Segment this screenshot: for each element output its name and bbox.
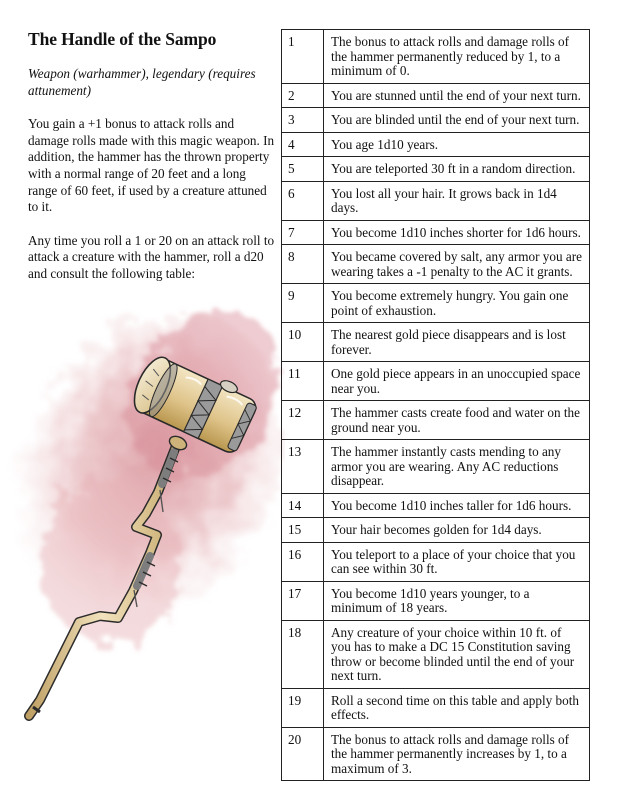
- roll-number: 3: [282, 108, 324, 133]
- roll-effect: You are stunned until the end of your next turn.: [324, 83, 590, 108]
- roll-number: 19: [282, 688, 324, 727]
- table-row: [282, 620, 590, 688]
- roll-effect: The bonus to attack rolls and damage rolls of the hammer permanently increases by 1, to a maximum of 3.: [324, 727, 590, 781]
- table-row: [282, 362, 590, 401]
- roll-number: 6: [282, 181, 324, 220]
- d20-effects-table: [281, 29, 590, 781]
- table-row: [282, 401, 590, 440]
- roll-number: 4: [282, 132, 324, 157]
- roll-number: 18: [282, 620, 324, 688]
- roll-effect: Roll a second time on this table and apply both effects.: [324, 688, 590, 727]
- table-row: [282, 132, 590, 157]
- table-row: [282, 284, 590, 323]
- item-description: You gain a +1 bonus to attack rolls and damage rolls made with this magic weapon. In addition, the hammer has the thrown property with a normal range of 20 feet and a long range of 60 feet, if used by a creature attuned to it.: [28, 116, 275, 215]
- roll-effect: You become 1d10 years younger, to a minimum of 18 years.: [324, 581, 590, 620]
- roll-effect: You are blinded until the end of your next turn.: [324, 108, 590, 133]
- roll-number: 20: [282, 727, 324, 781]
- table-row: [282, 30, 590, 84]
- roll-effect: You are teleported 30 ft in a random direction.: [324, 157, 590, 182]
- roll-effect: You lost all your hair. It grows back in 1d4 days.: [324, 181, 590, 220]
- table-row: [282, 323, 590, 362]
- roll-effect: You became covered by salt, any armor you are wearing takes a -1 penalty to the AC it grants.: [324, 245, 590, 284]
- table-row: [282, 157, 590, 182]
- roll-effect: One gold piece appears in an unoccupied space near you.: [324, 362, 590, 401]
- roll-effect: Your hair becomes golden for 1d4 days.: [324, 518, 590, 543]
- effects-table-body: [282, 30, 590, 781]
- roll-effect: The hammer instantly casts mending to any armor you are wearing. Any AC reductions disappear.: [324, 440, 590, 494]
- table-row: [282, 440, 590, 494]
- splash-background: [0, 270, 285, 674]
- table-row: [282, 181, 590, 220]
- roll-number: 14: [282, 493, 324, 518]
- roll-number: 10: [282, 323, 324, 362]
- item-subtitle: Weapon (warhammer), legendary (requires attunement): [28, 66, 256, 98]
- item-title: The Handle of the Sampo: [28, 29, 217, 49]
- table-row: [282, 493, 590, 518]
- table-row: [282, 108, 590, 133]
- roll-number: 11: [282, 362, 324, 401]
- table-row: [282, 542, 590, 581]
- roll-number: 12: [282, 401, 324, 440]
- roll-effect: The hammer casts create food and water on the ground near you.: [324, 401, 590, 440]
- table-row: [282, 245, 590, 284]
- roll-effect: The nearest gold piece disappears and is lost forever.: [324, 323, 590, 362]
- roll-effect: You teleport to a place of your choice that you can see within 30 ft.: [324, 542, 590, 581]
- table-row: [282, 220, 590, 245]
- table-row: [282, 83, 590, 108]
- roll-number: 7: [282, 220, 324, 245]
- roll-number: 16: [282, 542, 324, 581]
- item-description-column: [28, 28, 278, 283]
- roll-number: 5: [282, 157, 324, 182]
- roll-effect: You become 1d10 inches shorter for 1d6 hours.: [324, 220, 590, 245]
- table-row: [282, 518, 590, 543]
- roll-effect: You become 1d10 inches taller for 1d6 hours.: [324, 493, 590, 518]
- roll-effect: You age 1d10 years.: [324, 132, 590, 157]
- table-intro: Any time you roll a 1 or 20 on an attack roll to attack a creature with the hammer, roll a d20 and consult the following table:: [28, 232, 275, 281]
- roll-number: 17: [282, 581, 324, 620]
- roll-number: 15: [282, 518, 324, 543]
- roll-effect: The bonus to attack rolls and damage rolls of the hammer permanently reduced by 1, to a minimum of 0.: [324, 30, 590, 84]
- roll-number: 9: [282, 284, 324, 323]
- table-row: [282, 688, 590, 727]
- roll-number: 2: [282, 83, 324, 108]
- roll-effect: You become extremely hungry. You gain one point of exhaustion.: [324, 284, 590, 323]
- roll-number: 1: [282, 30, 324, 84]
- table-row: [282, 727, 590, 781]
- roll-number: 8: [282, 245, 324, 284]
- roll-effect: Any creature of your choice within 10 ft. of you has to make a DC 15 Constitution saving throw or become blinded until the end of your next turn.: [324, 620, 590, 688]
- table-row: [282, 581, 590, 620]
- warhammer-illustration: [0, 270, 285, 740]
- roll-number: 13: [282, 440, 324, 494]
